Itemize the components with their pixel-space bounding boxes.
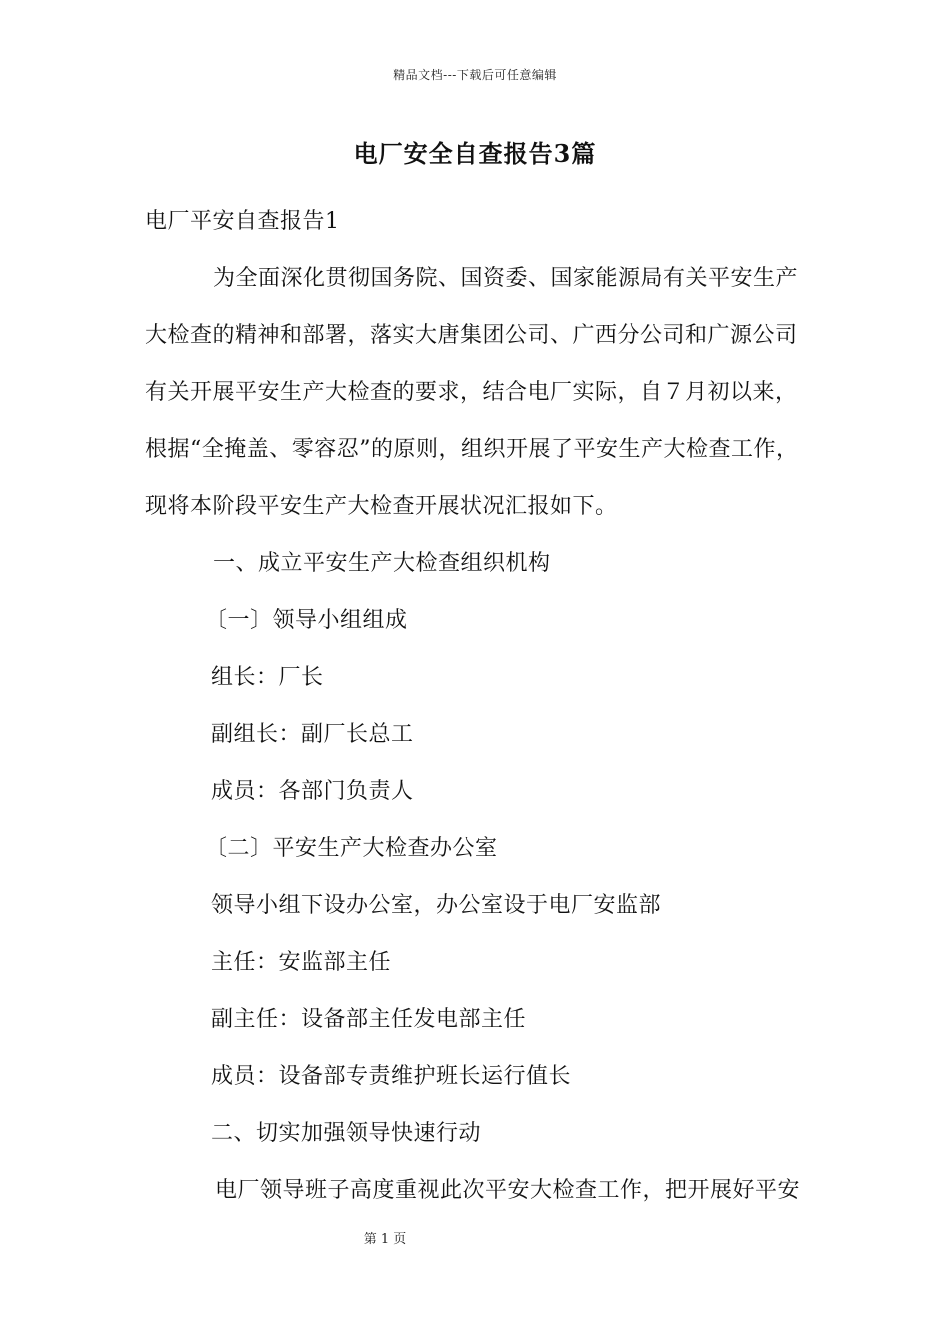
document-title: 电厂安全自查报告3篇 [353, 139, 597, 168]
intro-line-2: 大检查的精神和部署，落实大唐集团公司、广西分公司和广源公司 [145, 323, 798, 348]
sub1-heading: 〔一〕领导小组组成 [205, 608, 408, 633]
page-header: 精品文档---下载后可任意编辑 [393, 68, 557, 82]
sub1-line-leader: 组长：厂长 [211, 665, 324, 690]
sub1-line-members: 成员：各部门负责人 [211, 779, 414, 804]
sub2-line-office: 领导小组下设办公室，办公室设于电厂安监部 [211, 893, 662, 918]
intro-line-4: 根据“全掩盖、零容忍”的原则，组织开展了平安生产大检查工作， [145, 437, 799, 462]
page-number: 第 1 页 [363, 1232, 407, 1247]
section-heading: 电厂平安自查报告1 [145, 209, 340, 234]
sub2-line-director: 主任：安监部主任 [211, 950, 392, 975]
sub1-line-deputy: 副组长：副厂长总工 [211, 722, 414, 747]
intro-line-5: 现将本阶段平安生产大检查开展状况汇报如下。 [145, 494, 618, 519]
part1-heading: 一、成立平安生产大检查组织机构 [213, 551, 551, 576]
sub2-line-deputy-director: 副主任：设备部主任发电部主任 [211, 1007, 527, 1032]
part2-heading: 二、切实加强领导快速行动 [211, 1121, 482, 1146]
intro-line-3: 有关开展平安生产大检查的要求，结合电厂实际，自７月初以来， [145, 380, 798, 405]
part2-text: 电厂领导班子高度重视此次平安大检查工作，把开展好平安 [215, 1178, 801, 1203]
sub2-heading: 〔二〕平安生产大检查办公室 [205, 836, 498, 861]
intro-line-1: 为全面深化贯彻国务院、国资委、国家能源局有关平安生产 [213, 266, 799, 291]
sub2-line-members: 成员：设备部专责维护班长运行值长 [211, 1064, 572, 1089]
